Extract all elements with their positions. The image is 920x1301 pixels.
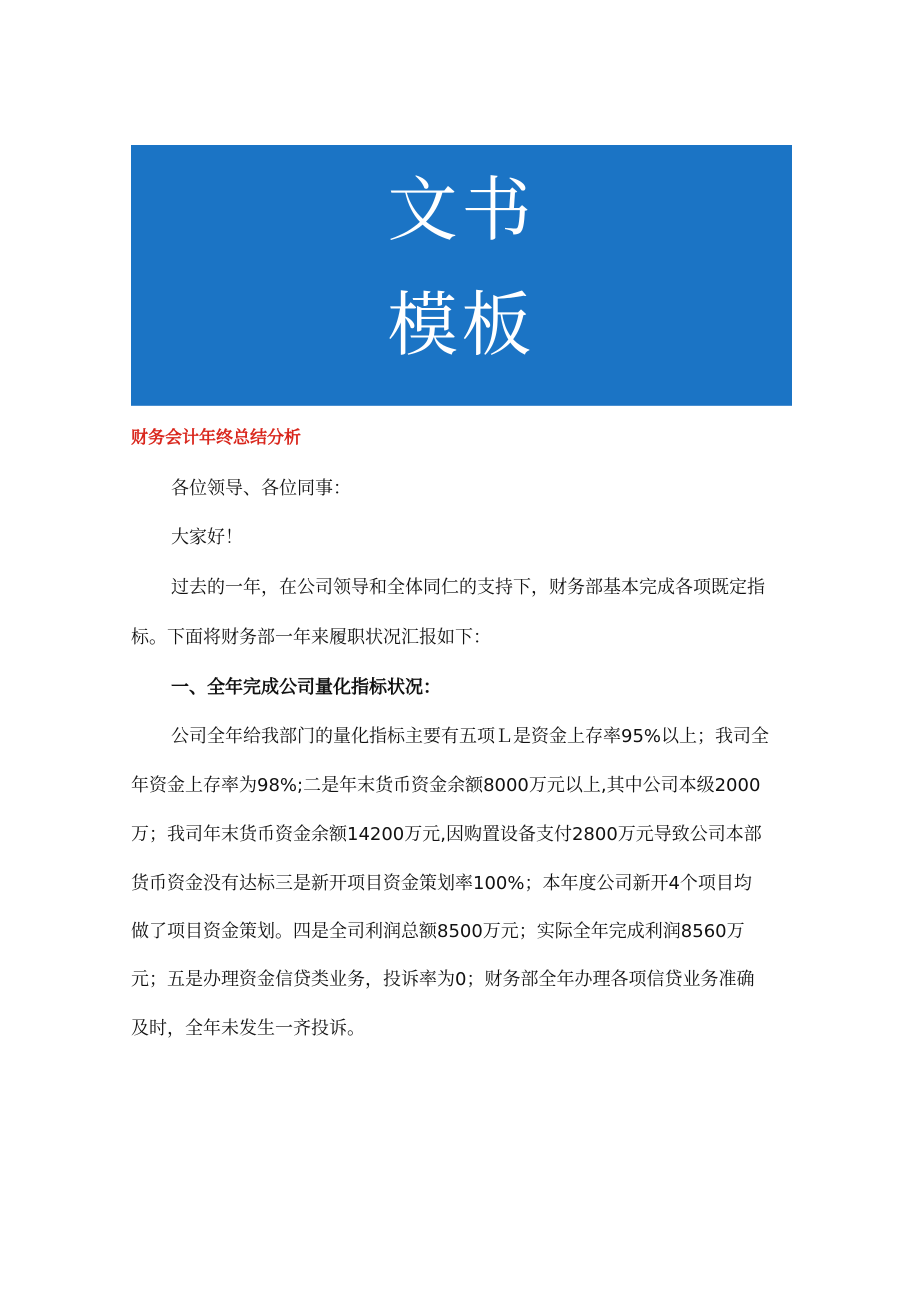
banner-title-line-1: 文书 bbox=[387, 169, 536, 251]
banner-title-line-2: 模板 bbox=[387, 284, 536, 366]
body-line: 货币资金没有达标三是新开项目资金策划率100%；本年度公司新开4个项目均 bbox=[131, 873, 752, 894]
intro-line: 过去的一年，在公司领导和全体同仁的支持下，财务部基本完成各项既定指 bbox=[171, 577, 765, 598]
greeting: 各位领导、各位同事： bbox=[171, 478, 351, 499]
body-line: 元；五是办理资金信贷类业务，投诉率为0；财务部全年办理各项信贷业务准确 bbox=[131, 969, 755, 990]
body-line: 及时，全年未发生一齐投诉。 bbox=[131, 1018, 365, 1039]
body-line: 做了项目资金策划。四是全司利润总额8500万元；实际全年完成利润8560万 bbox=[131, 921, 745, 942]
body-line: 万；我司年末货币资金余额14200万元,因购置设备支付2800万元导致公司本部 bbox=[131, 824, 762, 845]
body-line: 公司全年给我部门的量化指标主要有五项Ｌ是资金上存率95%以上；我司全 bbox=[171, 726, 770, 747]
body-line: 年资金上存率为98%;二是年末货币资金余额8000万元以上,其中公司本级2000 bbox=[131, 775, 761, 796]
section-heading: 一、全年完成公司量化指标状况： bbox=[171, 677, 441, 698]
intro-line: 标。下面将财务部一年来履职状况汇报如下： bbox=[131, 627, 491, 648]
hello-line: 大家好！ bbox=[171, 527, 243, 548]
document-title: 财务会计年终总结分析 bbox=[131, 428, 301, 448]
